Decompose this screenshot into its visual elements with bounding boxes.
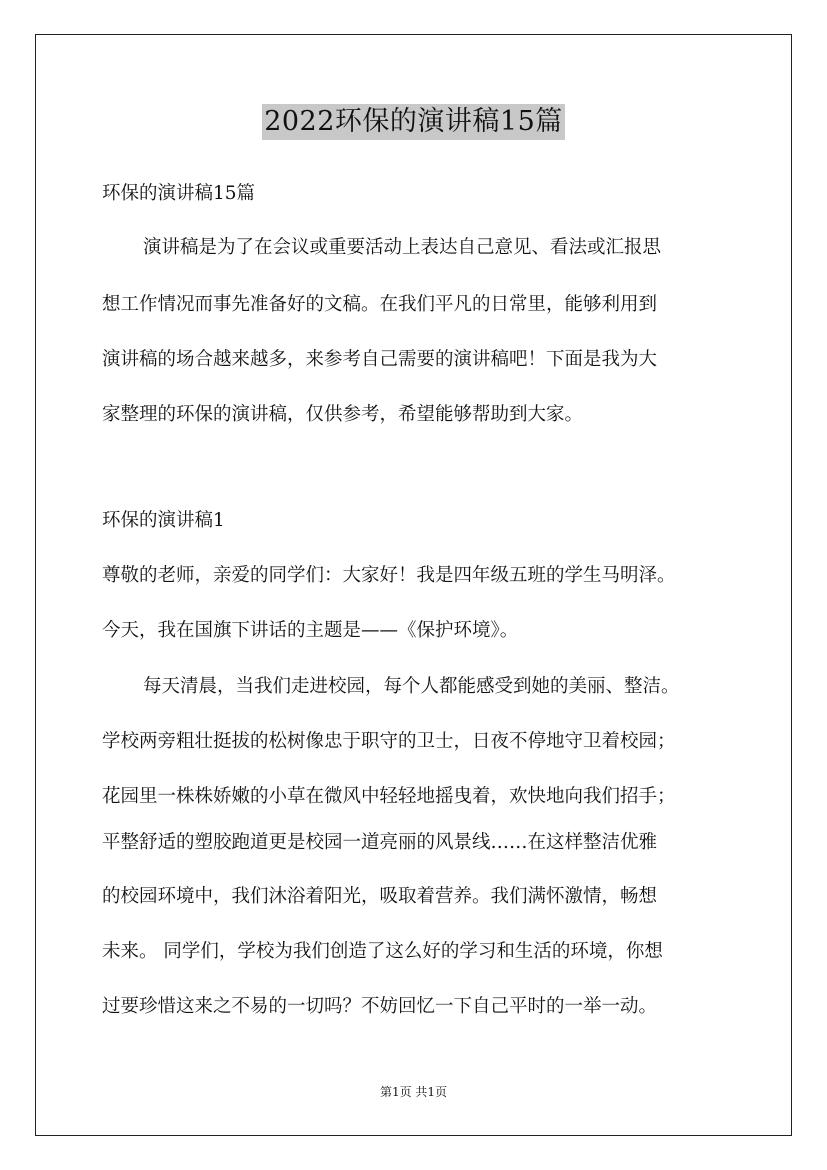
paragraph-line: 演讲稿的场合越来越多，来参考自己需要的演讲稿吧！下面是我为大	[102, 349, 658, 370]
paragraph-line: 学校两旁粗壮挺拔的松树像忠于职守的卫士，日夜不停地守卫着校园；	[102, 731, 676, 752]
paragraph-line: 的校园环境中，我们沐浴着阳光，吸取着营养。我们满怀激情，畅想	[102, 886, 658, 907]
paragraph-line: 平整舒适的塑胶跑道更是校园一道亮丽的风景线……在这样整洁优雅	[102, 832, 658, 853]
title-container	[0, 104, 827, 140]
paragraph-line: 每天清晨，当我们走进校园，每个人都能感受到她的美丽、整洁。	[143, 676, 680, 697]
paragraph-line: 未来。 同学们，学校为我们创造了这么好的学习和生活的环境，你想	[102, 941, 663, 962]
paragraph-line: 家整理的环保的演讲稿，仅供参考，希望能够帮助到大家。	[102, 404, 584, 425]
paragraph-line: 演讲稿是为了在会议或重要活动上表达自己意见、看法或汇报思	[143, 237, 662, 258]
page-footer: 第1页 共1页	[379, 1085, 448, 1099]
paragraph-line: 花园里一株株娇嫩的小草在微风中轻轻地摇曳着，欢快地向我们招手；	[102, 786, 676, 807]
section-heading: 环保的演讲稿1	[102, 510, 225, 531]
subtitle-line: 环保的演讲稿15篇	[102, 183, 256, 204]
paragraph-line: 过要珍惜这来之不易的一切吗？不妨回忆一下自己平时的一举一动。	[102, 996, 658, 1017]
paragraph-line: 尊敬的老师，亲爱的同学们：大家好！我是四年级五班的学生马明泽。	[102, 565, 676, 586]
paragraph-line: 今天，我在国旗下讲话的主题是——《保护环境》。	[102, 620, 519, 641]
paragraph-line: 想工作情况而事先准备好的文稿。在我们平凡的日常里，能够利用到	[102, 294, 658, 315]
document-title: 2022环保的演讲稿15篇	[262, 104, 565, 140]
